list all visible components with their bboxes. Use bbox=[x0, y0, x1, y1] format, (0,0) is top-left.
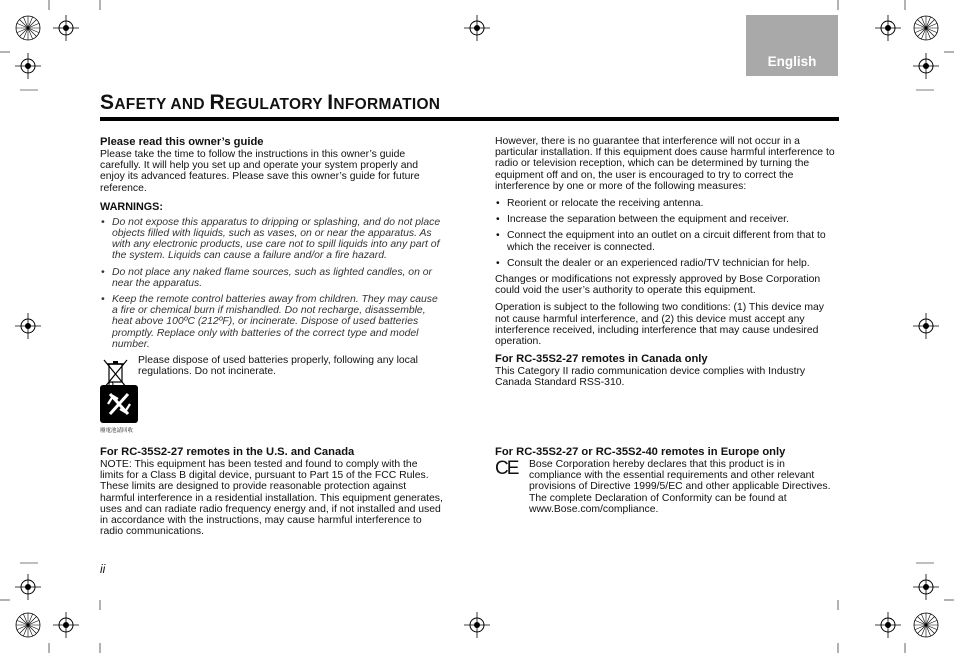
operation-text: Operation is subject to the following two conditions: (1) This device may not cause harmful interference, and (2) this device must accept any interference received, including interference that may cause undesired operation. bbox=[495, 302, 825, 348]
warnings-list bbox=[100, 217, 443, 350]
interference-text: However, there is no guarantee that interference will not occur in a particular installation. If this equipment does cause harmful interference to radio or television reception, which can be determined by turning the equipment off and on, the user is encouraged to try to correct the interference by one or more of the following measures: bbox=[495, 136, 835, 192]
measure-item: • Reorient or relocate the receiving antenna. bbox=[495, 198, 838, 209]
title-rule bbox=[100, 117, 839, 121]
recycle-caption: 廢電池請回收 bbox=[100, 428, 134, 434]
changes-text: Changes or modifications not expressly approved by Bose Corporation could void the user’s authority to operate this equipment. bbox=[495, 274, 821, 297]
recycle-logo bbox=[100, 385, 140, 435]
europe-heading: For RC-35S2-27 or RC-35S2-40 remotes in Europe only bbox=[495, 446, 786, 458]
europe-text: Bose Corporation hereby declares that this product is in compliance with the essential requirements and other relevant provisions of Directive 1999/5/EC and other applicable Directives. The complete Declaration of Conformity can be found at www.Bose.com/compliance. bbox=[529, 459, 831, 515]
measures-list bbox=[495, 198, 838, 269]
measure-item: • Connect the equipment into an outlet on a circuit different from that to which the receiver is connected. bbox=[495, 230, 838, 252]
measure-item: • Consult the dealer or an experienced radio/TV technician for help. bbox=[495, 258, 838, 269]
page-number: ii bbox=[100, 562, 106, 576]
language-tab[interactable]: English bbox=[746, 15, 838, 76]
warning-item: • Do not place any naked flame sources, such as lighted candles, on or near the apparatus. bbox=[100, 267, 443, 289]
warning-item: • Do not expose this apparatus to dripping or splashing, and do not place objects filled with liquids, such as vases, on or near the apparatus. As with any electronic products, use care not to spill liquids into any part of the system. Liquids can cause a failure and/or a fire hazard. bbox=[100, 217, 443, 262]
battery-recycle-icon bbox=[100, 385, 138, 423]
page-title: SAFETY AND REGULATORY INFORMATION bbox=[100, 91, 441, 114]
guide-text: Please take the time to follow the instructions in this owner’s guide carefully. It will help you set up and operate your system properly and enjoy its advanced features. Please save this owner’s guide for future reference. bbox=[100, 149, 420, 194]
battery-disposal bbox=[100, 355, 443, 391]
europe-section bbox=[495, 446, 838, 521]
left-column bbox=[100, 136, 443, 391]
measure-item: • Increase the separation between the equipment and receiver. bbox=[495, 214, 838, 225]
us-heading: For RC-35S2-27 remotes in the U.S. and Canada bbox=[100, 446, 355, 458]
ce-mark-icon: CE bbox=[495, 458, 518, 479]
us-section bbox=[100, 446, 443, 543]
warnings-heading: WARNINGS: bbox=[100, 200, 163, 213]
canada-text: This Category II radio communication device complies with Industry Canada Standard RSS-310. bbox=[495, 366, 806, 389]
right-column bbox=[495, 136, 838, 395]
europe-compliance bbox=[495, 459, 838, 521]
canada-heading: For RC-35S2-27 remotes in Canada only bbox=[495, 353, 708, 366]
us-text: NOTE: This equipment has been tested and found to comply with the limits for a Class B digital device, pursuant to Part 15 of the FCC Rules. These limits are designed to provide reasonable protection against harmful interference in a residential installation. This equipment generates, uses and can radiate radio frequency energy and, if not installed and used in accordance with the instructions, may cause harmful interference to radio communications. bbox=[100, 459, 443, 538]
battery-text: Please dispose of used batteries properly, following any local regulations. Do not incinerate. bbox=[138, 355, 418, 378]
warning-item: • Keep the remote control batteries away from children. They may cause a fire or chemical burn if mishandled. Do not recharge, disassemble, heat above 100ºC (212ºF), or incinerate. Dispose of used batteries promptly. Replace only with batteries of the correct type and model number. bbox=[100, 294, 443, 350]
guide-heading: Please read this owner’s guide bbox=[100, 136, 264, 148]
